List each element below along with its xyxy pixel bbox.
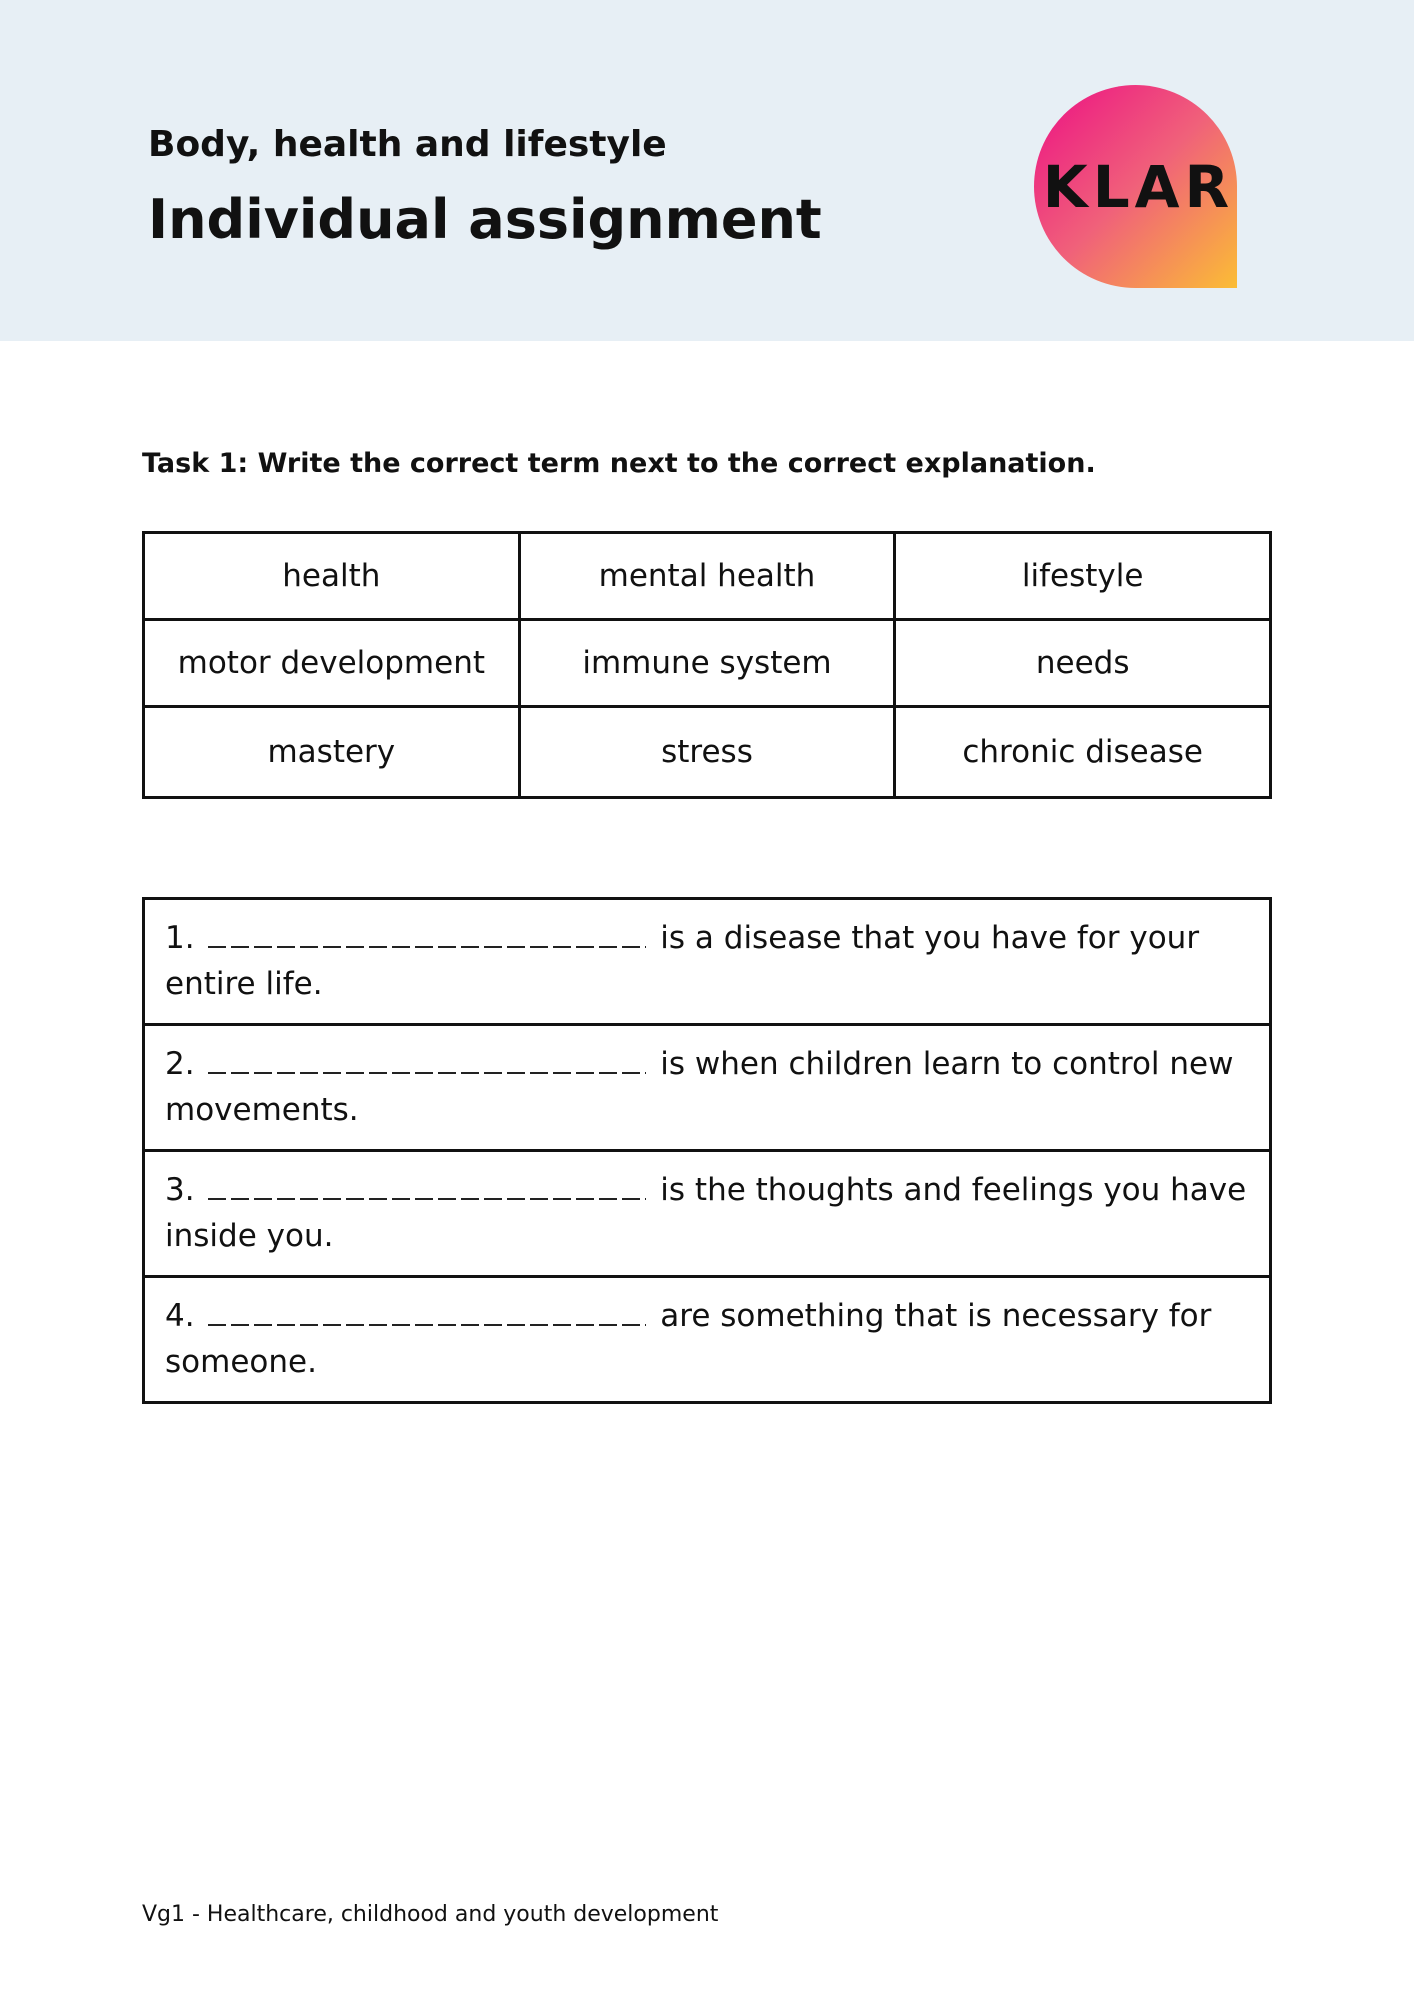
term-row xyxy=(144,533,1271,620)
term-row xyxy=(144,707,1271,798)
term-cell: lifestyle xyxy=(895,533,1271,620)
term-row xyxy=(144,620,1271,707)
sentence-table xyxy=(142,897,1272,1404)
term-table xyxy=(142,531,1272,799)
sentence-number: 3. xyxy=(165,1172,195,1208)
sentence-row xyxy=(144,899,1271,1025)
logo-text: KLAR xyxy=(1042,152,1235,221)
sentence-number: 4. xyxy=(165,1298,195,1334)
sentence-number: 1. xyxy=(165,920,195,956)
sentence-text: is a disease that you have for your entire life. xyxy=(165,920,1200,1002)
term-cell: health xyxy=(144,533,520,620)
page-subtitle: Body, health and lifestyle xyxy=(148,124,667,165)
task-heading: Task 1: Write the correct term next to the correct explanation. xyxy=(142,448,1096,479)
term-cell: mastery xyxy=(144,707,520,798)
term-cell: stress xyxy=(519,707,895,798)
sentence-row xyxy=(144,1151,1271,1277)
answer-blank[interactable] xyxy=(208,1174,646,1200)
sentence-number: 2. xyxy=(165,1046,195,1082)
term-cell: immune system xyxy=(519,620,895,707)
header-band xyxy=(0,0,1414,341)
sentence-text: is when children learn to control new movements. xyxy=(165,1046,1234,1128)
sentence-cell xyxy=(144,1151,1271,1277)
sentence-row xyxy=(144,1277,1271,1403)
page-title: Individual assignment xyxy=(148,188,822,251)
sentence-text: is the thoughts and feelings you have inside you. xyxy=(165,1172,1247,1254)
term-cell: chronic disease xyxy=(895,707,1271,798)
sentence-text: are something that is necessary for someone. xyxy=(165,1298,1212,1380)
answer-blank[interactable] xyxy=(208,922,646,948)
klar-logo xyxy=(1034,85,1237,288)
answer-blank[interactable] xyxy=(208,1300,646,1326)
term-cell: motor development xyxy=(144,620,520,707)
sentence-row xyxy=(144,1025,1271,1151)
sentence-cell xyxy=(144,1025,1271,1151)
term-cell: mental health xyxy=(519,533,895,620)
term-cell: needs xyxy=(895,620,1271,707)
answer-blank[interactable] xyxy=(208,1048,646,1074)
sentence-cell xyxy=(144,1277,1271,1403)
sentence-cell xyxy=(144,899,1271,1025)
footer-text: Vg1 - Healthcare, childhood and youth development xyxy=(142,1902,719,1927)
